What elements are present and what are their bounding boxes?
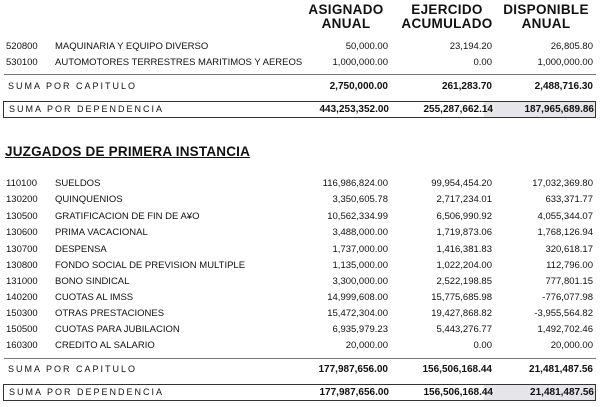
row-description: MAQUINARIA Y EQUIPO DIVERSO — [55, 41, 209, 52]
suma-capitulo-asignado: 177,987,656.00 — [318, 364, 388, 375]
row-disponible: -776,077.98 — [542, 292, 593, 303]
row-ejercido: 19,427,868.82 — [431, 308, 492, 319]
row-asignado: 3,488,000.00 — [332, 227, 388, 238]
row-asignado: 1,737,000.00 — [332, 244, 388, 255]
row-description: BONO SINDICAL — [55, 276, 130, 287]
table-row — [0, 176, 600, 191]
suma-dependencia-ejercido: 156,506,168.44 — [423, 387, 493, 398]
suma-dependencia-ejercido: 255,287,662.14 — [423, 104, 493, 115]
row-disponible: 26,805.80 — [550, 41, 593, 52]
row-asignado: 116,986,824.00 — [322, 178, 388, 189]
row-ejercido: 2,522,198.85 — [436, 276, 492, 287]
row-code: 130200 — [6, 194, 38, 205]
row-disponible: 1,768,126.94 — [537, 227, 593, 238]
row-description: FONDO SOCIAL DE PREVISION MULTIPLE — [55, 260, 246, 271]
header-asignado-line1: ASIGNADO — [308, 2, 384, 17]
header-disponible-line1: DISPONIBLE — [503, 2, 589, 17]
row-ejercido: 1,719,873.06 — [436, 227, 492, 238]
header-ejercido-line1: EJERCIDO — [411, 2, 483, 17]
row-disponible: 1,000,000.00 — [537, 57, 593, 68]
suma-capitulo-row — [0, 79, 600, 94]
table-row — [0, 274, 600, 289]
suma-capitulo-label: SUMA POR CAPITULO — [8, 81, 138, 91]
table-row — [0, 192, 600, 207]
table-row — [0, 225, 600, 240]
row-description: CUOTAS AL IMSS — [55, 292, 134, 303]
row-description: DESPENSA — [55, 244, 107, 255]
row-ejercido: 99,954,454.20 — [431, 178, 492, 189]
row-code: 150300 — [6, 308, 38, 319]
row-ejercido: 23,194.20 — [449, 41, 492, 52]
row-disponible: 20,000.00 — [550, 340, 593, 351]
divider — [4, 358, 596, 359]
row-code: 530100 — [6, 57, 38, 68]
row-asignado: 14,999,608.00 — [327, 292, 388, 303]
row-description: GRATIFICACION DE FIN DE A¥O — [55, 211, 200, 222]
table-row — [0, 55, 600, 70]
table-row — [0, 39, 600, 54]
row-ejercido: 0.00 — [473, 340, 492, 351]
row-ejercido: 1,022,204.00 — [436, 260, 492, 271]
table-row — [0, 290, 600, 305]
row-description: CREDITO AL SALARIO — [55, 340, 155, 351]
divider — [4, 74, 596, 75]
row-asignado: 10,562,334.99 — [327, 211, 388, 222]
header-ejercido — [395, 3, 499, 31]
row-asignado: 20,000.00 — [345, 340, 388, 351]
table-row — [0, 322, 600, 337]
row-disponible: 320,618.17 — [545, 244, 593, 255]
table-row — [0, 209, 600, 224]
suma-capitulo-disponible: 21,481,487.56 — [529, 364, 593, 375]
section-title: JUZGADOS DE PRIMERA INSTANCIA — [5, 144, 251, 159]
row-code: 160300 — [6, 340, 38, 351]
suma-capitulo-row — [0, 362, 600, 377]
header-asignado — [298, 3, 394, 31]
row-code: 140200 — [6, 292, 38, 303]
row-code: 130800 — [6, 260, 38, 271]
row-disponible: 17,032,369.80 — [532, 178, 593, 189]
row-code: 131000 — [6, 276, 38, 287]
suma-capitulo-ejercido: 261,283.70 — [441, 81, 492, 92]
row-code: 130500 — [6, 211, 38, 222]
suma-dependencia-label: SUMA POR DEPENDENCIA — [9, 387, 165, 397]
row-disponible: 777,801.15 — [545, 276, 593, 287]
suma-capitulo-label: SUMA POR CAPITULO — [8, 364, 138, 374]
row-code: 130700 — [6, 244, 38, 255]
row-code: 130600 — [6, 227, 38, 238]
row-asignado: 1,135,000.00 — [332, 260, 388, 271]
suma-dependencia-disponible: 21,481,487.56 — [530, 387, 594, 398]
suma-dependencia-label: SUMA POR DEPENDENCIA — [9, 104, 165, 114]
row-code: 110100 — [6, 178, 37, 189]
row-code: 150500 — [6, 324, 38, 335]
table-row — [0, 338, 600, 353]
suma-capitulo-ejercido: 156,506,168.44 — [422, 364, 492, 375]
suma-dependencia-asignado: 443,253,352.00 — [319, 104, 389, 115]
row-ejercido: 6,506,990.92 — [436, 211, 492, 222]
row-asignado: 6,935,979.23 — [332, 324, 388, 335]
suma-capitulo-disponible: 2,488,716.30 — [534, 81, 593, 92]
row-asignado: 1,000,000.00 — [332, 57, 388, 68]
row-description: PRIMA VACACIONAL — [55, 227, 148, 238]
row-description: OTRAS PRESTACIONES — [55, 308, 165, 319]
row-asignado: 15,472,304.00 — [327, 308, 388, 319]
row-description: AUTOMOTORES TERRESTRES MARITIMOS Y AEREOS — [55, 57, 303, 68]
row-ejercido: 0.00 — [473, 57, 492, 68]
row-ejercido: 5,443,276.77 — [436, 324, 492, 335]
row-description: QUINQUENIOS — [55, 194, 123, 205]
row-asignado: 3,300,000.00 — [332, 276, 388, 287]
row-disponible: -3,955,564.82 — [534, 308, 593, 319]
table-row — [0, 258, 600, 273]
header-disponible-line2: ANUAL — [521, 16, 571, 31]
suma-dependencia-asignado: 177,987,656.00 — [319, 387, 389, 398]
header-asignado-line2: ANUAL — [321, 16, 371, 31]
row-asignado: 3,350,605.78 — [332, 194, 388, 205]
row-disponible: 4,055,344.07 — [537, 211, 593, 222]
suma-dependencia-row — [3, 384, 596, 401]
row-asignado: 50,000.00 — [345, 41, 388, 52]
suma-capitulo-asignado: 2,750,000.00 — [329, 81, 388, 92]
row-description: SUELDOS — [55, 178, 101, 189]
table-row — [0, 306, 600, 321]
row-code: 520800 — [6, 41, 38, 52]
header-ejercido-line2: ACUMULADO — [401, 16, 493, 31]
suma-dependencia-row — [3, 101, 596, 118]
row-disponible: 1,492,702.46 — [537, 324, 593, 335]
suma-dependencia-disponible: 187,965,689.86 — [524, 104, 594, 115]
table-row — [0, 242, 600, 257]
row-ejercido: 2,717,234.01 — [436, 194, 492, 205]
row-disponible: 112,796.00 — [546, 260, 593, 271]
row-description: CUOTAS PARA JUBILACION — [55, 324, 180, 335]
row-ejercido: 15,775,685.98 — [431, 292, 492, 303]
row-disponible: 633,371.77 — [545, 194, 593, 205]
row-ejercido: 1,416,381.83 — [436, 244, 492, 255]
header-disponible — [496, 3, 596, 31]
